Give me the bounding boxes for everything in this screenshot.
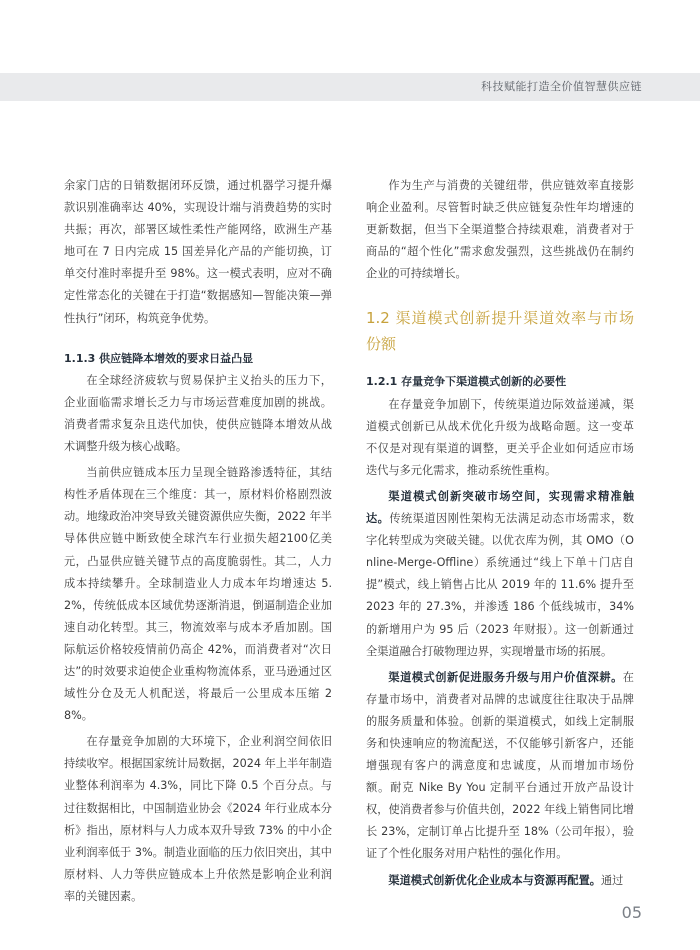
right-column xyxy=(366,175,634,892)
right-paragraph-3-lead: 渠道模式创新突破市场空间，实现需求精准触达。 xyxy=(366,489,634,526)
right-paragraph-3-body: 传统渠道因刚性架构无法满足动态市场需求，数字化转型成为突破关键。以优衣库为例，其 OMO（Online-Merge-Offline）系统通过“线上下单＋门店自提”模式，线上销售占比从 2019 年的 11.6% 提升至 2023 年的 27.3%，并渗透 186 个低线城市，34% 的新增用户为 95 后（2023 年财报）。这一创新通过全渠道融合打破物理边界，实现增量市场的拓展。 xyxy=(366,512,634,658)
heading-1-2-1: 1.2.1 存量竞争下渠道模式创新的必要性 xyxy=(366,375,567,389)
right-paragraph-4-lead: 渠道模式创新促进服务升级与用户价值深耕。 xyxy=(388,670,623,684)
heading-1-1-3: 1.1.3 供应链降本增效的要求日益凸显 xyxy=(64,351,254,365)
left-paragraph-2: 在全球经济疲软与贸易保护主义抬头的压力下，企业面临需求增长乏力与市场运营难度加剧的挑战。消费者需求复杂且迭代加快，使供应链降本增效从战术调整升级为核心战略。 xyxy=(64,373,332,454)
running-header-title: 科技赋能打造全价值智慧供应链 xyxy=(481,80,642,93)
page-number: 05 xyxy=(621,903,642,922)
running-header xyxy=(0,73,700,101)
right-paragraph-2: 在存量竞争加剧下，传统渠道边际效益递减，渠道模式创新已从战术优化升级为战略命题。这一变革不仅是对现有渠道的调整，更关乎企业如何适应市场迭代与多元化需求，推动系统性重构。 xyxy=(366,397,634,477)
left-paragraph-continued: 余家门店的日销数据闭环反馈，通过机器学习提升爆款识别准确率达 40%，实现设计端与消费趋势的实时共振；再次，部署区域性柔性产能网络，欧洲生产基地可在 7 日内完成 15 国差异化产品的产能切换，订单交付准时率提升至 98%。这一模式表明，应对不确定性常态化的关键在于打造“数据感知—智能决策—弹性执行”闭环，构筑竞争优势。 xyxy=(64,179,332,325)
left-paragraph-4: 在存量竞争加剧的大环境下，企业利润空间依旧持续收窄。根据国家统计局数据，2024 年上半年制造业整体利润率为 4.3%，同比下降 0.5 个百分点。与过往数据相比，中国制造业协会《2024 年行业成本分析》指出，原材料与人力成本双升导致 73% 的中小企业利润率低于 3%。制造业面临的压力依旧突出，其中原材料、人力等供应链成本上升依然是影响企业利润率的关键因素。 xyxy=(64,735,332,903)
right-paragraph-5 xyxy=(366,870,634,892)
left-paragraph-3: 当前供应链成本压力呈现全链路渗透特征，其结构性矛盾体现在三个维度：其一，原材料价格剧烈波动。地缘政治冲突导致关键资源供应失衡，2022 年半导体供应链中断致使全球汽车行业损失超2100亿美元，凸显供应链关键节点的高度脆弱性。其二，人力成本持续攀升。全球制造业人力成本年均增速达 5.2%，传统低成本区域优势逐渐消退，倒逼制造企业加速自动化转型。其三，物流效率与成本矛盾加剧。国际航运价格较疫情前仍高企 42%，而消费者对“次日达”的时效要求迫使企业重构物流体系，亚马逊通过区域性分仓及无人机配送，将最后一公里成本压缩 28%。 xyxy=(64,466,332,723)
right-paragraph-4 xyxy=(366,667,634,866)
right-paragraph-4-body: 在存量市场中，消费者对品牌的忠诚度往往取决于品牌的服务质量和体验。创新的渠道模式，如线上定制服务和快速响应的物流配送，不仅能够引新客户，还能增强现有客户的满意度和忠诚度，从而增加市场份额。耐克 Nike By You 定制平台通过开放产品设计权，使消费者参与价值共创，2022 年线上销售同比增长 23%，定制订单占比提升至 18%（公司年报），验证了个性化服务对用户粘性的强化作用。 xyxy=(366,670,634,861)
right-paragraph-1: 作为生产与消费的关键纽带，供应链效率直接影响企业盈利。尽管暂时缺乏供应链复杂性年均增速的更新数据，但当下全渠道整合持续艰难，消费者对于商品的“超个性化”需求愈发强烈，这些挑战仍在制约企业的可持续增长。 xyxy=(366,179,634,281)
right-paragraph-3 xyxy=(366,486,634,663)
left-column xyxy=(64,175,332,908)
right-paragraph-5-lead: 渠道模式创新优化企业成本与资源再配置。 xyxy=(388,873,601,887)
right-paragraph-5-body: 通过 xyxy=(600,873,624,887)
section-heading-1-2: 1.2 渠道模式创新提升渠道效率与市场份额 xyxy=(366,309,634,354)
